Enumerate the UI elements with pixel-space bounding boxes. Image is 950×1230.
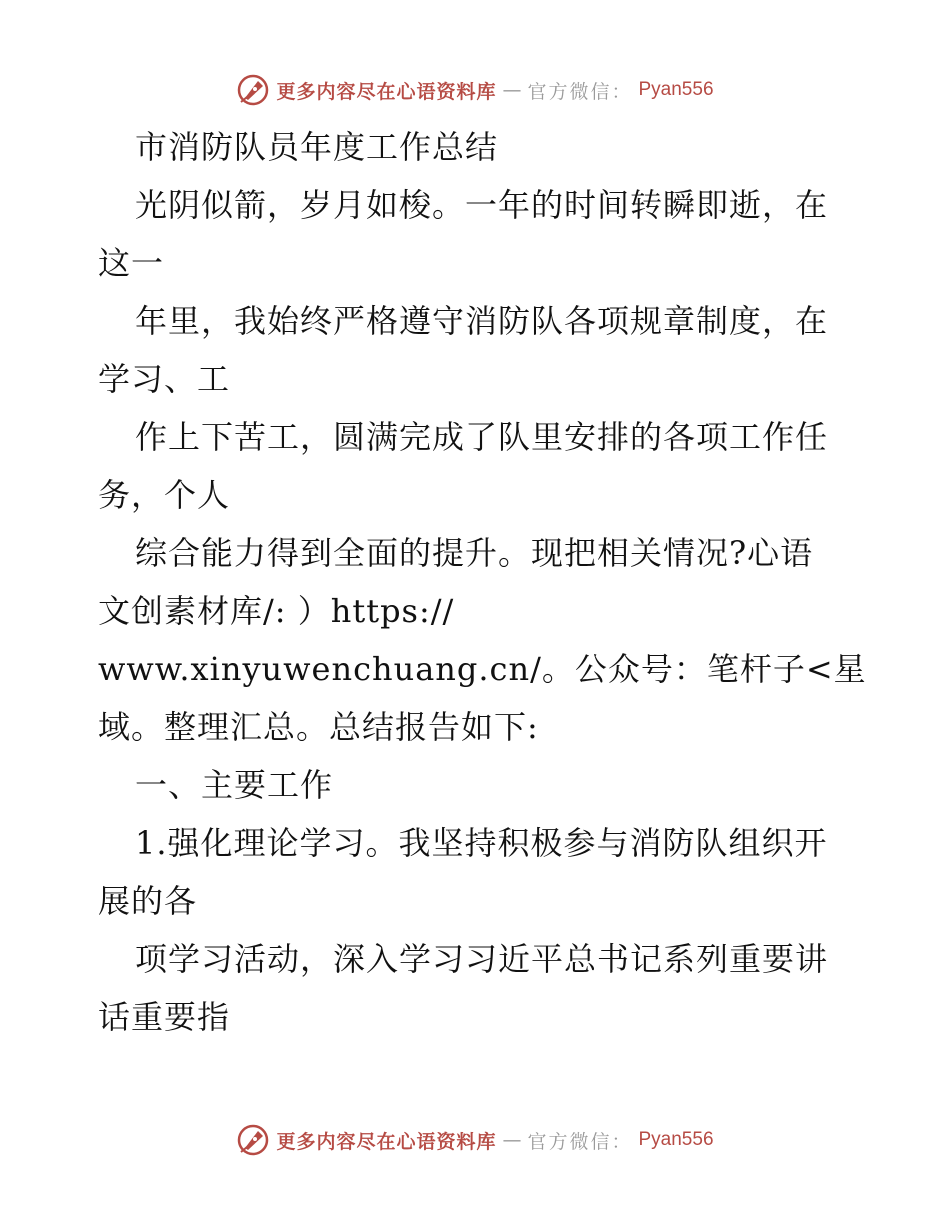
paragraph-line: 域。整理汇总。总结报告如下: [98,708,539,746]
banner-dash: — [502,79,522,101]
paragraph-line: 作上下苦工，圆满完成了队里安排的各项工作任 [135,418,829,456]
banner-content [236,1123,713,1157]
document-title: 市消防队员年度工作总结 [135,128,499,166]
banner-main-text: 更多内容尽在心语资料库 [276,80,497,103]
paragraph-line: 学习、工 [98,360,231,398]
footer-banner [0,1120,950,1160]
banner-official-label: 官方微信： [527,80,633,103]
paragraph-line: 项学习活动，深入学习习近平总书记系列重要讲 [135,940,829,978]
paragraph-line: 务，个人 [98,476,231,514]
paragraph-line: 1.强化理论学习。我坚持积极参与消防队组织开 [135,824,828,862]
paragraph-line: 光阴似箭，岁月如梭。一年的时间转瞬即逝，在 [135,186,829,224]
paragraph-line: www.xinyuwenchuang.cn/。公众号：笔杆子<星 [98,650,867,688]
header-banner [0,70,950,110]
paragraph-line: 展的各 [98,882,198,920]
paragraph-line: 文创素材库/: ）https:// [98,592,455,630]
paragraph-line: 这一 [98,244,165,282]
pen-nib-logo-icon [236,73,270,107]
banner-main-text: 更多内容尽在心语资料库 [276,1130,497,1153]
paragraph-line: 年里，我始终严格遵守消防队各项规章制度，在 [135,302,829,340]
paragraph-line: 话重要指 [98,998,231,1036]
banner-content [236,73,713,107]
banner-dash: — [502,1129,522,1151]
paragraph-line: 综合能力得到全面的提升。现把相关情况?心语 [135,534,814,572]
banner-wechat-id: Pyan556 [638,79,714,100]
section-heading: 一、主要工作 [135,766,334,804]
pen-nib-logo-icon [236,1123,270,1157]
banner-official-label: 官方微信： [527,1130,633,1153]
banner-wechat-id: Pyan556 [638,1129,714,1150]
